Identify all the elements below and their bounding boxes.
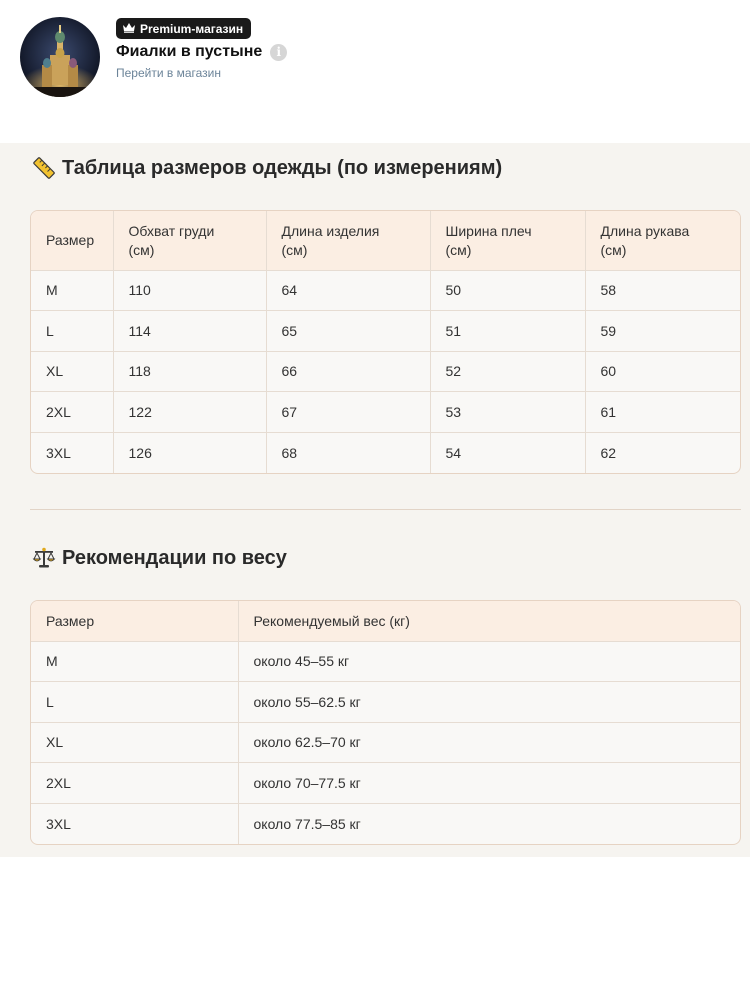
size-chart-table [30,210,741,474]
table-cell: 53 [430,392,585,433]
table-cell: 3XL [31,803,238,844]
table-cell: 3XL [31,432,113,473]
column-header: Длина рукава (см) [585,211,741,270]
table-cell: 58 [585,270,741,311]
table-cell: 59 [585,311,741,352]
table-row [31,722,741,763]
table-header-row [31,601,741,641]
table-cell: 51 [430,311,585,352]
table-cell: около 55–62.5 кг [238,682,741,723]
table-row [31,270,741,311]
table-cell: 2XL [31,392,113,433]
table-cell: 118 [113,351,266,392]
table-row [31,763,741,804]
column-header: Ширина плеч (см) [430,211,585,270]
section-divider [30,509,741,510]
table-row [31,682,741,723]
table-header-row [31,211,741,270]
table-cell: 64 [266,270,430,311]
table-cell: 2XL [31,763,238,804]
table-row [31,803,741,844]
column-header: Длина изделия (см) [266,211,430,270]
table-cell: L [31,682,238,723]
size-chart-title: Таблица размеров одежды (по измерениям) [62,156,503,179]
table-cell: 52 [430,351,585,392]
table-cell: 60 [585,351,741,392]
table-cell: около 70–77.5 кг [238,763,741,804]
go-to-store-link[interactable]: Перейти в магазин [116,66,221,80]
table-cell: 62 [585,432,741,473]
size-chart-heading [32,156,502,180]
table-row [31,351,741,392]
weight-chart-heading [32,546,287,570]
table-row [31,641,741,682]
table-cell: 65 [266,311,430,352]
crown-icon [122,22,136,36]
table-cell: 67 [266,392,430,433]
table-cell: XL [31,722,238,763]
table-cell: 61 [585,392,741,433]
table-cell: около 45–55 кг [238,641,741,682]
premium-badge-label: Premium-магазин [140,21,244,36]
table-cell: M [31,270,113,311]
table-cell: 50 [430,270,585,311]
table-cell: около 77.5–85 кг [238,803,741,844]
table-cell: 110 [113,270,266,311]
table-cell: M [31,641,238,682]
table-row [31,432,741,473]
table-cell: 68 [266,432,430,473]
table-cell: около 62.5–70 кг [238,722,741,763]
store-header [0,0,750,140]
table-cell: XL [31,351,113,392]
column-header: Размер [31,211,113,270]
column-header: Рекомендуемый вес (кг) [238,601,741,641]
table-row [31,392,741,433]
scales-icon [32,546,56,570]
column-header: Размер [31,601,238,641]
table-cell: 126 [113,432,266,473]
store-name-row [116,43,287,61]
table-cell: 114 [113,311,266,352]
premium-badge [116,18,251,39]
table-cell: 54 [430,432,585,473]
table-cell: 122 [113,392,266,433]
table-row [31,311,741,352]
size-info-panel [0,143,750,857]
info-icon[interactable]: i [270,44,287,61]
ruler-icon [32,156,56,180]
store-avatar[interactable] [20,17,100,97]
store-name[interactable]: Фиалки в пустыне [116,43,263,60]
weight-chart-title: Рекомендации по весу [62,546,287,569]
column-header: Обхват груди (см) [113,211,266,270]
table-cell: 66 [266,351,430,392]
table-cell: L [31,311,113,352]
weight-chart-table [30,600,741,845]
